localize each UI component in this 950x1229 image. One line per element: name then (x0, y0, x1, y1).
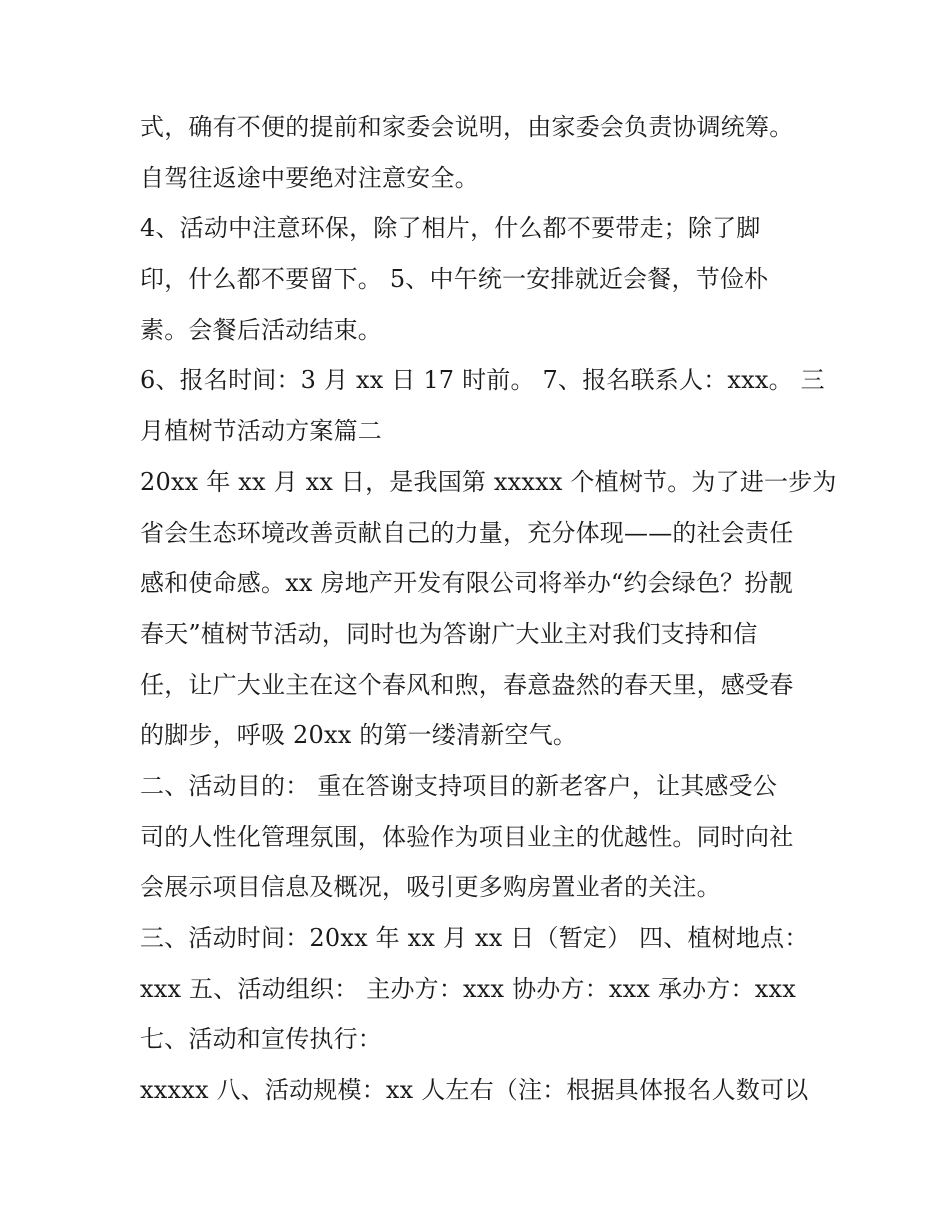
body-text (140, 102, 837, 1116)
text-line: 20xx 年 xx 月 xx 日，是我国第 xxxxx 个植树节。为了进一步为 (140, 467, 837, 496)
text-line: 印，什么都不要留下。 5、中午统一安排就近会餐，节俭朴 (140, 265, 769, 294)
text-line: 春天”植树节活动，同时也为答谢广大业主对我们支持和信 (140, 619, 758, 648)
text-line: 式，确有不便的提前和家委会说明，由家委会负责协调统筹。 (140, 113, 794, 141)
text-line: 三、活动时间：20xx 年 xx 月 xx 日（暂定） 四、植树地点： (140, 924, 809, 952)
text-line: 自驾往返途中要绝对注意安全。 (140, 163, 479, 192)
text-line: 月植树节活动方案篇二 (140, 417, 382, 446)
text-line: 感和使命感。xx 房地产开发有限公司将举办“约会绿色？扮靓 (140, 569, 793, 598)
text-line: 素。会餐后活动结束。 (140, 315, 382, 344)
text-line: 七、活动和宣传执行： (140, 1025, 382, 1054)
text-line: 省会生态环境改善贡献自己的力量，充分体现——的社会责任 (140, 518, 794, 547)
text-line: 4、活动中注意环保，除了相片，什么都不要带走；除了脚 (140, 214, 761, 243)
text-line: 6、报名时间：3 月 xx 日 17 时前。 7、报名联系人：xxx。 三 (140, 366, 825, 395)
text-line: 二、活动目的： 重在答谢支持项目的新老客户，让其感受公 (140, 771, 778, 800)
text-line: 的脚步，呼吸 20xx 的第一缕清新空气。 (140, 721, 578, 750)
text-line: 司的人性化管理氛围，体验作为项目业主的优越性。同时向社 (140, 822, 794, 851)
text-line: xxx 五、活动组织： 主办方：xxx 协办方：xxx 承办方：xxx (140, 974, 796, 1003)
text-line: 任，让广大业主在这个春风和煦，春意盎然的春天里，感受春 (140, 670, 794, 699)
text-line: 会展示项目信息及概况，吸引更多购房置业者的关注。 (140, 873, 721, 902)
text-line: xxxxx 八、活动规模：xx 人左右（注：根据具体报名人数可以 (140, 1076, 809, 1105)
